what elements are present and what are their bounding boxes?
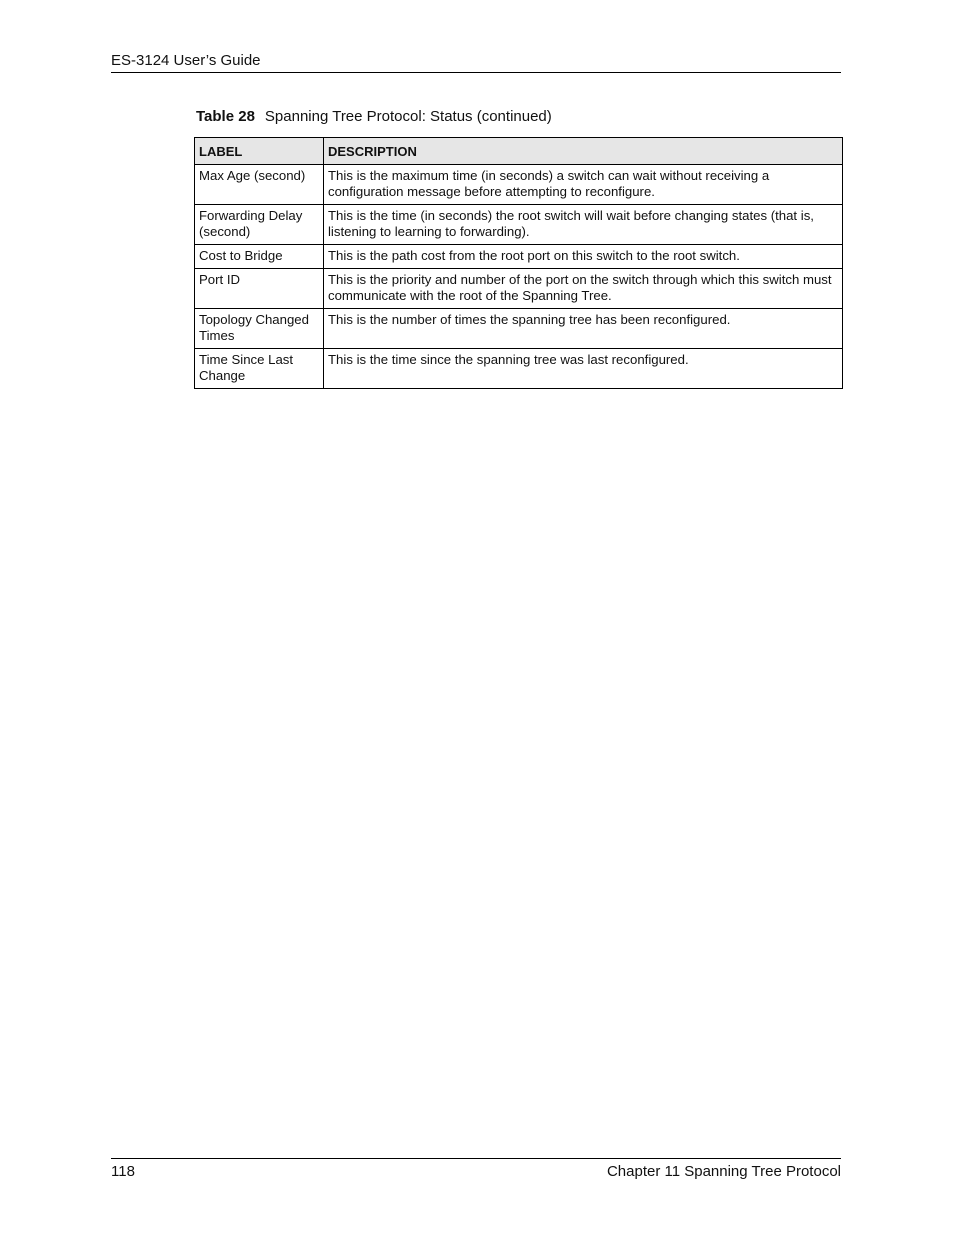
document-title: ES-3124 User’s Guide [111,52,261,69]
row-description: This is the number of times the spanning tree has been reconfigured. [324,309,843,349]
chapter-title: Chapter 11 Spanning Tree Protocol [606,1163,841,1180]
table-row [195,349,843,389]
row-label: Port ID [195,269,324,309]
row-label: Time Since Last Change [195,349,324,389]
table-row [195,269,843,309]
page-header [111,52,841,73]
row-description: This is the path cost from the root port on this switch to the root switch. [324,245,843,269]
column-header-description: DESCRIPTION [324,138,843,165]
row-label: Cost to Bridge [195,245,324,269]
row-label: Forwarding Delay (second) [195,205,324,245]
table-header-row [195,138,843,165]
table-row [195,245,843,269]
row-description: This is the maximum time (in seconds) a switch can wait without receiving a configuration message before attempting to reconfigure. [324,165,843,205]
table-row [195,205,843,245]
table-caption-text: Spanning Tree Protocol: Status (continued) [264,108,552,125]
table-row [195,309,843,349]
row-description: This is the time since the spanning tree was last reconfigured. [324,349,843,389]
row-label: Max Age (second) [195,165,324,205]
row-description: This is the time (in seconds) the root switch will wait before changing states (that is, listening to learning to forwarding). [324,205,843,245]
row-label: Topology Changed Times [195,309,324,349]
spanning-tree-status-table [194,137,843,389]
table-caption-number: Table 28 [196,108,255,125]
table-row [195,165,843,205]
table-caption [196,108,552,126]
page-footer [111,1158,841,1181]
column-header-label: LABEL [195,138,324,165]
page-number: 118 [111,1163,135,1180]
row-description: This is the priority and number of the port on the switch through which this switch must communicate with the root of the Spanning Tree. [324,269,843,309]
